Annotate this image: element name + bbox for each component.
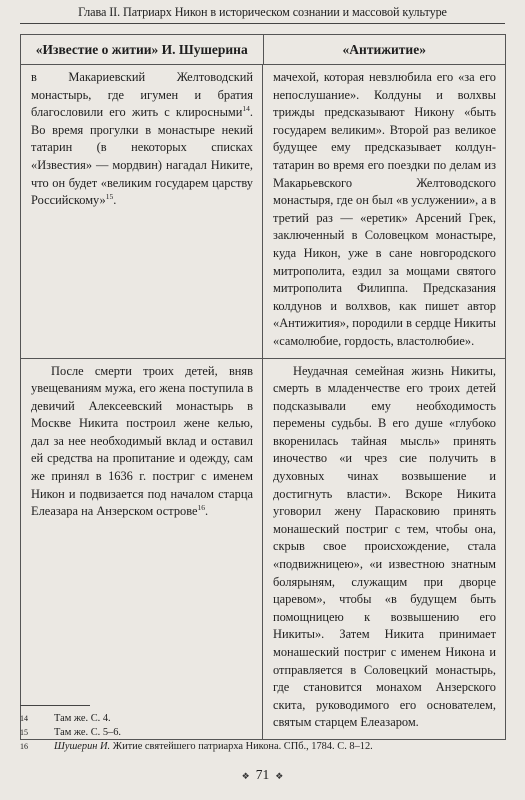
- cell-text: .: [113, 193, 117, 208]
- footnote: [20, 712, 505, 726]
- page-number: 71: [255, 767, 270, 782]
- header-rule: [20, 23, 505, 24]
- table-cell-right: [263, 65, 505, 358]
- ornament-icon: ❖: [241, 771, 250, 781]
- footnote-number: 15: [20, 728, 28, 737]
- cell-text: мачехой, которая невзлюбила его «за его непослушание». Колдуны и волхвы трижды предсказывают Никону «быть государем великим». Второй раз великое будущее ему предсказывает колдун-татарин во время его поездки по делам из Макарьевского Желтоводского монастыря, где он был «в услужении», а в третий раз — «еретик» Арсений Грек, заключенный в Соловецком монастыре, куда Никон, уже в сане новгородского митрополита, ездил за мощами святого митрополита Филиппа. Предсказания колдунов и волхвов, как пишет автор «Антижития», породили в сердце Никиты «самолюбие, гордость, властолюбие».: [273, 70, 496, 348]
- footnotes: [20, 712, 505, 754]
- comparison-table: [20, 34, 506, 740]
- footnote-author: Шушерин И.: [54, 741, 111, 752]
- footnote-text: Житие святейшего патриарха Никона. СПб., 1784. С. 8–12.: [110, 741, 373, 752]
- footnote-number: 16: [20, 742, 28, 751]
- table-cell-left: [21, 359, 263, 739]
- paragraph: [273, 363, 496, 732]
- column-title-izvestie: «Известие о житии» И. Шушерина: [21, 35, 264, 64]
- column-title-antizhitie: «Антижитие»: [342, 42, 426, 57]
- footnote-rule: [20, 705, 90, 706]
- footnote-ref[interactable]: 14: [242, 104, 250, 114]
- page-footer: [0, 767, 525, 783]
- table-row: [21, 358, 505, 739]
- table-cell-left: [21, 65, 263, 358]
- cell-text: .: [205, 504, 209, 519]
- cell-text: Неудачная семейная жизнь Никиты, смерть в младенчестве его троих детей подсказывали ему необходимость перемены судьбы. В его душе «глубоко вкоренилась тайная мысль» принять иночество «и чрез сие получить в духовных чинах возвышение и достигнуть власти». Вскоре Никита уговорил жену Парасковию принять монашеский постриг с тем, чтобы она, скрыв свое происхождение, стала «подвижницею», «и известною знатным болярыням, служащим при дворце царевом», чтобы «в будущем быть помощницею к возвышению его Никиты». Затем Никита принимает монашеский постриг с именем Никона и отправляется в Соловецкий монастырь, где становится монахом Анзерского скита, руководимого его основателем, святым старцем Елеазаром.: [273, 363, 496, 730]
- table-header-row: [21, 35, 505, 65]
- cell-text: в Макариевский Желтоводский монастырь, где игумен и братия благословили его жить с клиросными: [31, 70, 253, 120]
- cell-text: . Во время прогулки в монастыре некий татарин (в некоторых списках «Известия» — мордвин) нагадал Никите, что он будет «великим государем царству Российскому»: [31, 105, 253, 208]
- table-row: [21, 65, 505, 358]
- footnote-number: 14: [20, 714, 28, 723]
- footnote-text: Там же. С. 5–6.: [54, 727, 122, 738]
- footnote-ref[interactable]: 16: [197, 503, 206, 513]
- table-cell-right: [263, 359, 505, 739]
- running-header: Глава II. Патриарх Никон в историческом сознании и массовой культуре: [78, 5, 447, 19]
- footnote: [20, 740, 505, 754]
- footnote-text: Там же. С. 4.: [54, 713, 111, 724]
- paragraph: [31, 363, 253, 521]
- footnote-ref[interactable]: 15: [105, 192, 114, 202]
- cell-text: После смерти троих детей, вняв увещеваниям мужа, его жена поступила в девичий Алексеевский монастырь в Москве Никита построил жене келью, дал за нее необходимый вклад и оставил ей средства на пропитание и одежду, сам же принял в 1636 г. постриг с именем Никон и подвизается под началом старца Елеазара на Анзерском острове: [31, 363, 253, 519]
- ornament-icon: ❖: [275, 771, 284, 781]
- footnote: [20, 726, 505, 740]
